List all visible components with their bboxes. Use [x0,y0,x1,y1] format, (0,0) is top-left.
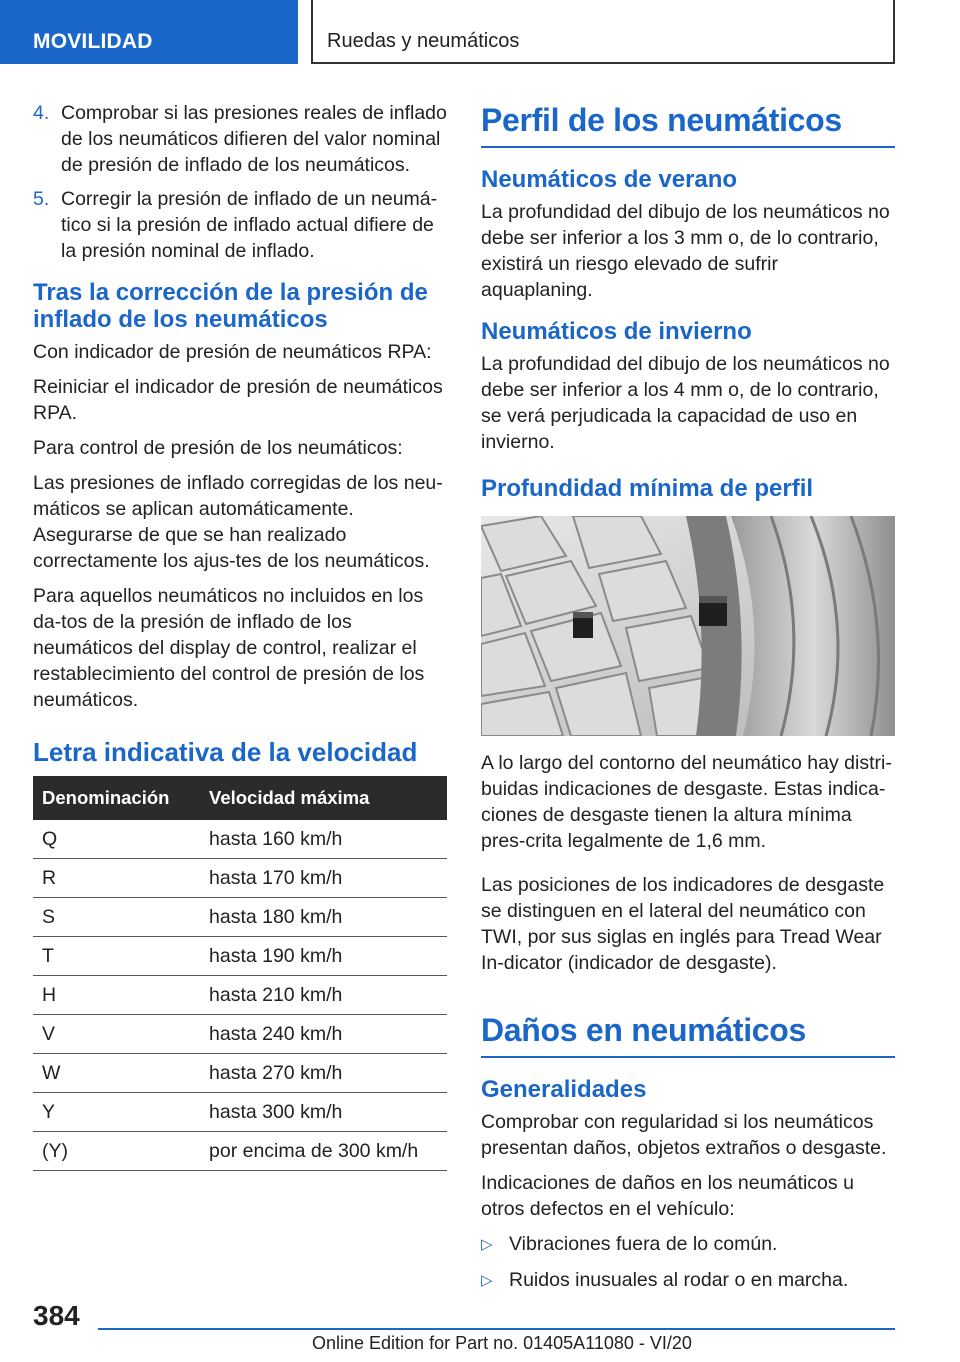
cell-code: Q [33,820,200,859]
cell-speed: hasta 270 km/h [200,1054,447,1093]
cell-code: H [33,976,200,1015]
heading-tyre-damage: Daños en neumáticos [481,1010,895,1058]
table-row [33,937,447,976]
cell-speed: por encima de 300 km/h [200,1132,447,1171]
footer-divider [98,1328,895,1330]
cell-code: V [33,1015,200,1054]
paragraph: Indicaciones de daños en los neumáticos u otros defectos en el vehículo: [481,1172,854,1220]
paragraph: Para control de presión de los neumáticos: [33,437,403,459]
paragraph: La profundidad del dibujo de los neumáticos no debe ser inferior a los 3 mm o, de lo contrario, existirá un riesgo elevado de sufrir aquaplaning. [481,201,890,301]
paragraph: Las presiones de inflado corregidas de los neu-máticos se aplican automáticamente. Asegurarse de que se han realizado correctamente los ajus-tes de los neumáticos. [33,472,443,572]
table-row [33,898,447,937]
step-text: Corregir la presión de inflado de un neumá-tico si la presión de inflado actual difiere de la presión nominal de inflado. [61,188,438,262]
cell-speed: hasta 300 km/h [200,1093,447,1132]
table-row [33,976,447,1015]
column-header: Denominación [33,776,200,820]
table-row [33,1093,447,1132]
paragraph: Reiniciar el indicador de presión de neumáticos RPA. [33,376,443,424]
cell-code: T [33,937,200,976]
list-item [481,1267,895,1295]
heading-summer-tyres: Neumáticos de verano [481,166,738,193]
paragraph: A lo largo del contorno del neumático hay distri-buidas indicaciones de desgaste. Estas indica-ciones de desgaste tienen la altura mínima pres-crita legalmente de 1,6 mm. [481,752,892,852]
heading-general: Generalidades [481,1076,647,1103]
cell-speed: hasta 240 km/h [200,1015,447,1054]
heading-winter-tyres: Neumáticos de invierno [481,318,752,345]
table-header-row [33,776,447,820]
heading-minimum-depth: Profundidad mínima de perfil [481,475,814,502]
heading-after-correction: Tras la corrección de la presión de inflado de los neumáticos [33,279,428,333]
chapter-title: Ruedas y neumáticos [311,0,895,64]
cell-code: W [33,1054,200,1093]
heading-speed-letter: Letra indicativa de la velocidad [33,737,418,767]
cell-code: Y [33,1093,200,1132]
step-item [33,100,447,178]
section-tab: MOVILIDAD [0,0,298,64]
cell-speed: hasta 160 km/h [200,820,447,859]
page-number: 384 [33,1300,80,1331]
table-row [33,820,447,859]
heading-tyre-profile: Perfil de los neumáticos [481,100,895,148]
cell-code: (Y) [33,1132,200,1171]
cell-speed: hasta 180 km/h [200,898,447,937]
paragraph: Con indicador de presión de neumáticos RPA: [33,341,432,363]
paragraph: Comprobar con regularidad si los neumáticos presentan daños, objetos extraños o desgaste. [481,1111,887,1159]
speed-table [33,776,447,1171]
list-item-text: Ruidos inusuales al rodar o en marcha. [509,1269,849,1291]
cell-code: S [33,898,200,937]
list-item [481,1231,895,1259]
paragraph: La profundidad del dibujo de los neumáticos no debe ser inferior a los 4 mm o, de lo contrario, se verá perjudicada la capacidad de uso en invierno. [481,353,890,453]
table-row [33,1132,447,1171]
cell-speed: hasta 170 km/h [200,859,447,898]
cell-speed: hasta 210 km/h [200,976,447,1015]
step-number: 4. [33,102,50,124]
cell-speed: hasta 190 km/h [200,937,447,976]
column-header: Velocidad máxima [200,776,447,820]
step-number: 5. [33,188,50,210]
step-item [33,186,447,264]
tyre-tread-illustration [481,516,895,736]
list-item-text: Vibraciones fuera de lo común. [509,1233,778,1255]
tread-wear-indicator-image [481,516,895,736]
paragraph: Para aquellos neumáticos no incluidos en los da-tos de la presión de inflado de los neumáticos del display de control, realizar el restablecimiento del control de presión de los neumáticos. [33,585,425,711]
edition-note: Online Edition for Part no. 01405A11080 - VI/20 [312,1333,692,1353]
right-column [481,100,895,1303]
left-column [33,100,447,1171]
step-text: Comprobar si las presiones reales de inflado de los neumáticos difieren del valor nominal de presión de inflado de los neumáticos. [61,102,447,176]
triangle-bullet-icon: ▷ [481,1272,493,1289]
table-row [33,859,447,898]
triangle-bullet-icon: ▷ [481,1236,493,1253]
paragraph: Las posiciones de los indicadores de desgaste se distinguen en el lateral del neumático con TWI, por sus siglas en inglés para Tread Wear In-dicator (indicador de desgaste). [481,874,885,974]
table-row [33,1015,447,1054]
table-row [33,1054,447,1093]
cell-code: R [33,859,200,898]
